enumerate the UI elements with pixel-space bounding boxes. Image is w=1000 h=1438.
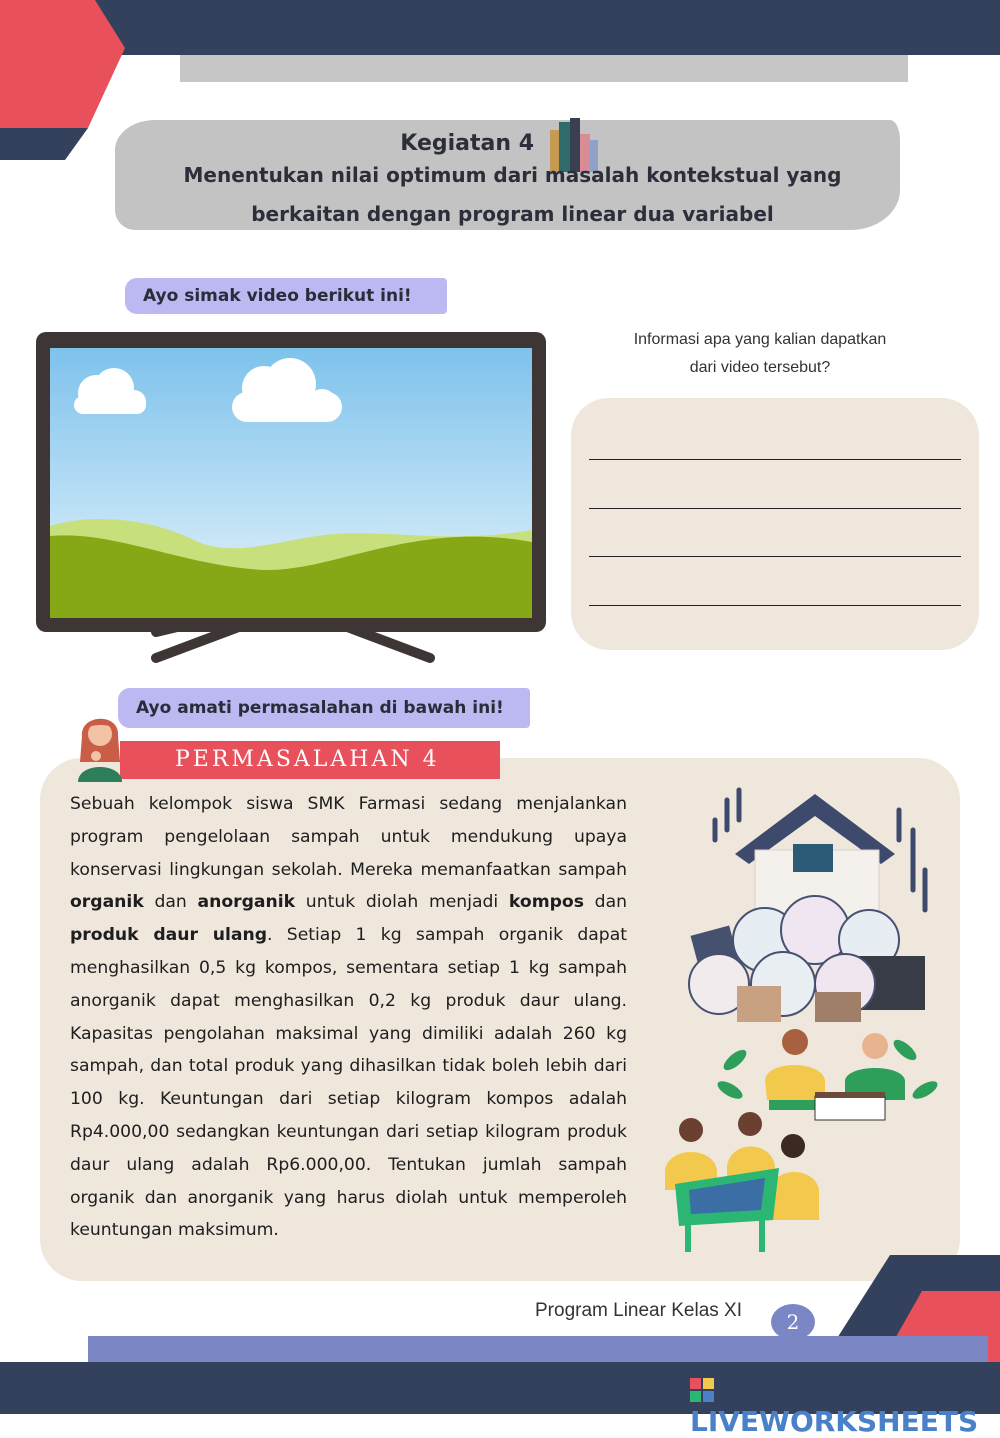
liveworksheets-icon <box>690 1378 714 1402</box>
video-question: Informasi apa yang kalian dapatkan dari video tersebut? <box>633 331 887 376</box>
problem-text: Sebuah kelompok siswa SMK Farmasi sedang menjalankan program pengelolaan sampah untuk mendukung upaya konservasi lingkungan sekolah. Mereka memanfaatkan sampah organik dan anorganik untuk diolah menjadi kompos dan produk daur ulang. Setiap 1 kg sampah organik dapat menghasilkan 0,5 kg kompos, sementara setiap 1 kg sampah anorganik dapat menghasilkan 0,2 kg produk daur ulang. Kapasitas pengolahan maksimal yang dimiliki adalah 260 kg sampah, dan total produk yang dihasilkan tidak boleh lebih dari 100 kg. Keuntungan dari setiap kilogram kompos adalah Rp4.000,00 sedangkan keuntungan dari setiap kilogram produk daur ulang adalah Rp6.000,00. Tentukan jumlah sampah organik dan anorganik yang harus diolah untuk memperoleh keuntungan maksimum. <box>70 794 627 1241</box>
problem-tag: PERMASALAHAN 4 <box>120 741 500 779</box>
footer-label: Program Linear Kelas XI <box>535 1300 742 1321</box>
answer-line[interactable] <box>589 459 961 460</box>
header-band <box>0 0 1000 55</box>
header-gray-band <box>180 55 908 82</box>
video-player[interactable] <box>34 330 548 666</box>
answer-line[interactable] <box>589 605 961 606</box>
recycling-illustration <box>655 780 945 1260</box>
video-prompt: Ayo simak video berikut ini! <box>125 278 447 314</box>
liveworksheets-logo[interactable]: LIVEWORKSHEETS <box>690 1372 1000 1438</box>
answer-line[interactable] <box>589 508 961 509</box>
activity-subtitle: Menentukan nilai optimum dari masalah kontekstual yang berkaitan dengan program linear dua variabel <box>183 163 842 226</box>
answer-box[interactable] <box>571 398 979 650</box>
thinking-girl-icon <box>72 706 128 782</box>
problem-prompt: Ayo amati permasalahan di bawah ini! <box>118 688 530 728</box>
answer-line[interactable] <box>589 556 961 557</box>
activity-title: Kegiatan 4 <box>0 116 1000 172</box>
page-number: 2 <box>771 1304 815 1340</box>
footer-blue-band <box>88 1336 988 1363</box>
